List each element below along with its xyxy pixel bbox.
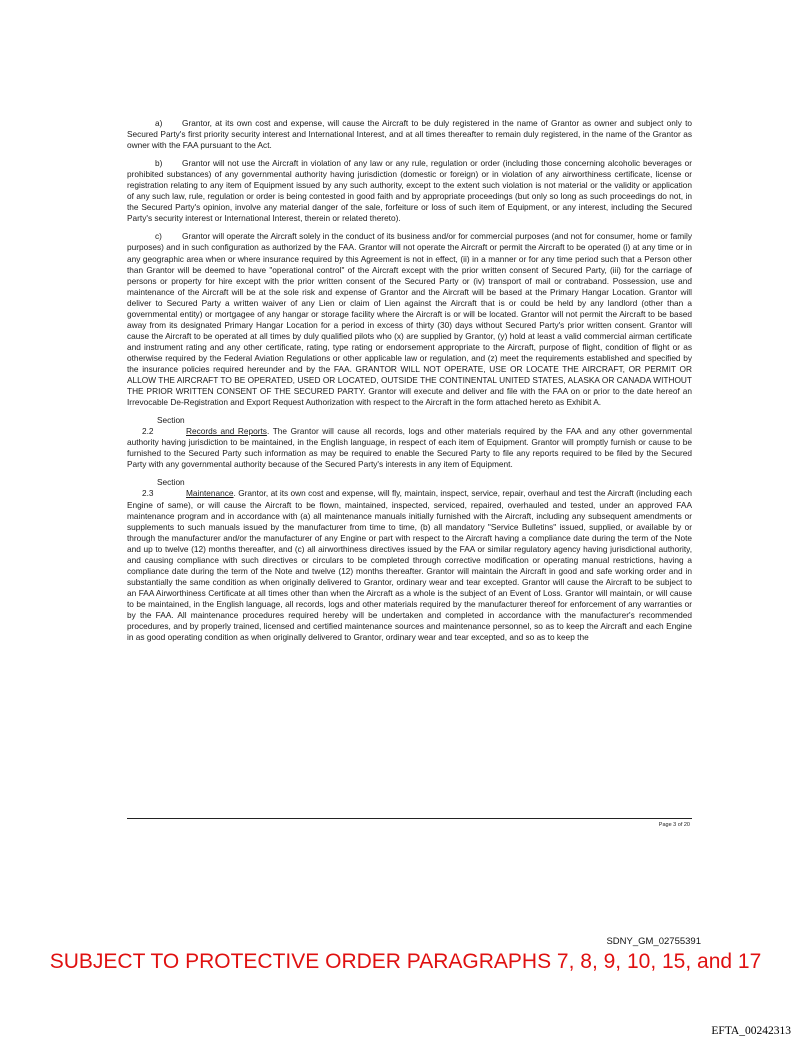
paragraph-c [127,231,692,408]
bates-number: SDNY_GM_02755391 [606,936,701,947]
section-2-2-text: . The Grantor will cause all records, logs and other materials required by the FAA and any other governmental authority having jurisdiction to be maintained, in the English language, in respect of each item of Equipment. Grantor will promptly furnish or cause to be furnished to the Secured Party such information as may be required to enable the Secured Party to file any reports required to be filed by the Secured Party with any governmental authority because of the Secured Party's interests in any item of Equipment. [127,426,693,470]
efta-number: EFTA_00242313 [711,1025,791,1037]
section-2-3 [127,477,692,643]
paragraph-a-text: Grantor, at its own cost and expense, will cause the Aircraft to be duly registered in the name of Grantor as owner and subject only to Secured Party's first priority security interest and International Interest, and at all times thereafter to remain duly registered, in the name of the Grantor as owner with the FAA pursuant to the Act. [127,118,692,151]
page-number: Page 3 of 20 [658,822,690,828]
paragraph-b [127,158,692,224]
section-2-2-title: Records and Reports [186,426,267,437]
paragraph-b-label: b) [155,158,163,169]
section-2-3-number: Section 2.3 [142,477,185,499]
protective-order-banner: SUBJECT TO PROTECTIVE ORDER PARAGRAPHS 7, 8, 9, 10, 15, and 17 [49,950,762,973]
section-2-3-title: Maintenance [186,488,234,499]
paragraph-c-label: c) [155,231,162,242]
section-2-2 [127,415,692,470]
paragraph-a [127,118,692,151]
paragraph-b-text: Grantor will not use the Aircraft in violation of any law or any rule, regulation or order (including those concerning alcoholic beverages or prohibited substances) of any governmental authority having jurisdiction (domestic or foreign) or in violation of any airworthiness certificate, license or registration relating to any item of Equipment issued by any such authority, except to the extent such violation is not material or the validity or application of any such law, rule, regulation or order is being contested in good faith and by appropriate proceedings (but only so long as such proceedings do not, in the Secured Party's opinion, involve any material danger of the sale, forfeiture or loss of such item of Equipment, or any interest, including the Secured Party's security interest or International Interest, therein or related thereto). [127,158,692,224]
paragraph-a-label: a) [155,118,163,128]
document-body [127,118,692,650]
paragraph-c-text: Grantor will operate the Aircraft solely in the conduct of its business and/or for commercial purposes (and not for consumer, home or family purposes) and in such configuration as authorized by the FAA. Grantor will not operate the Aircraft or permit the Aircraft to be operated (i) at any time or in any geographic area when or where insurance required by this Agreement is not in effect, (ii) in a manner or for any time period such that a Person other than Grantor will be deemed to have "operational control" of the Aircraft except with the prior written consent of Secured Party, (iii) for the carriage of persons or property for hire except with the prior written consent of the Secured Party or (iv) transport of mail or contraband. Possession, use and maintenance of the Aircraft will be at the sole risk and expense of Grantor and the Aircraft will be based at the Primary Hangar Location. Grantor will deliver to Secured Party a written waiver of any Lien or claim of Lien against the Aircraft that is or could be held by any landlord (other than a governmental entity) or mortgagee of any hangar or storage facility where the Aircraft is or will be located. Grantor will not permit the Aircraft to be based away from its designated Primary Hangar Location for a period in excess of thirty (30) days without Secured Party's prior written consent. Grantor will cause the Aircraft to be operated at all times by duly qualified pilots who (x) are supplied by Grantor, (y) hold at least a valid commercial airman certificate and instrument rating and any other certificate, rating, type rating or endorsement appropriate to the Aircraft, purpose of flight, condition of flight or as otherwise required by the Federal Aviation Regulations or other applicable law or regulation, and (z) meet the requirements established and specified by the insurance policies required hereunder and by the FAA. GRANTOR WILL NOT OPERATE, USE OR LOCATE THE AIRCRAFT, OR PERMIT OR ALLOW THE AIRCRAFT TO BE OPERATED, USED OR LOCATED, OUTSIDE THE CONTINENTAL UNITED STATES, ALASKA OR CANADA WITHOUT THE PRIOR WRITTEN CONSENT OF THE SECURED PARTY. Grantor will execute and deliver and file with the FAA on or prior to the date hereof an Irrevocable De-Registration and Export Request Authorization with respect to the Aircraft in the form attached hereto as Exhibit A. [127,231,692,408]
section-2-3-text: . Grantor, at its own cost and expense, will fly, maintain, inspect, service, repair, overhaul and test the Aircraft (including each Engine of same), or will cause the Aircraft to be flown, maintained, inspected, serviced, repaired, overhauled and tested, under an approved FAA maintenance program and in accordance with (a) all maintenance manuals initially furnished with the Aircraft, including any subsequent amendments or supplements to such manuals issued by the manufacturer from time to time, (b) all mandatory "Service Bulletins" issued, supplied, or available by or through the manufacturer and/or the manufacturer of any Engine or part with respect to the Aircraft having a compliance date during the term of the Note and up to twelve (12) months thereafter, and (c) all airworthiness directives issued by the FAA or similar regulatory agency having jurisdictional authority, and causing compliance with such directives or circulars to be completed through corrective modification or operating manual restrictions, having a compliance date during the term of the Note and twelve (12) months thereafter. Grantor will maintain the Aircraft in good and safe working order and in substantially the same condition as when originally delivered to Grantor, ordinary wear and tear excepted. Grantor will cause the Aircraft to be subject to an FAA Airworthiness Certificate at all times other than when the Aircraft as a whole is the subject of an Event of Loss. Grantor will maintain, or will cause to be maintained, in the English language, all records, logs and other materials required by the manufacturer thereof for enforcement of any warranties or by the FAA. All maintenance procedures required hereby will be undertaken and completed in accordance with the manufacturer's recommended procedures, and by properly trained, licensed and certified maintenance sources and maintenance personnel, so as to keep the Aircraft and each Engine in as good operating condition as when originally delivered to Grantor, ordinary wear and tear excepted, and so as to keep the [127,488,692,643]
footer-rule [127,818,692,819]
section-2-2-number: Section 2.2 [142,415,185,437]
